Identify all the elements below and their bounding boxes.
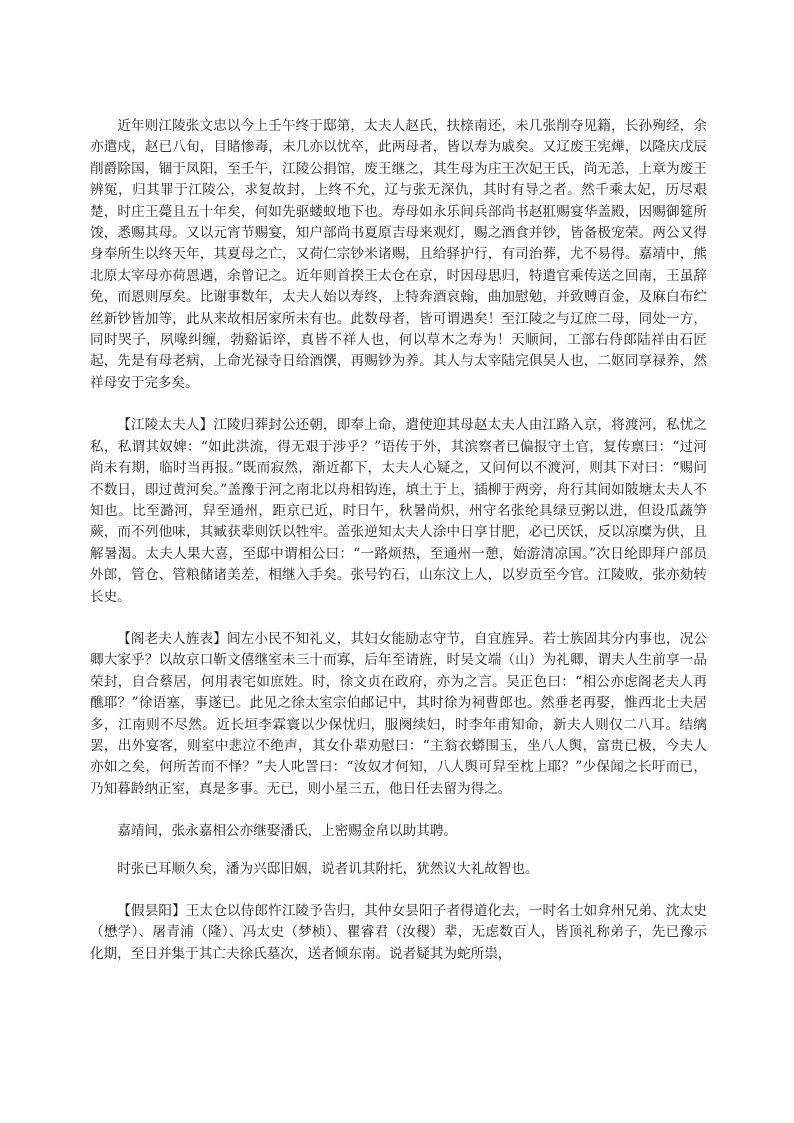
paragraph-text: 江陵归葬封公还朝，即奉上命，遣使迎其母赵太夫人由江路入京，将渡河，私忧之私，私谓其奴婢：“如此洪流，得无艰于涉乎？”语传于外，其滨察者已偏报守土官，复传禀曰：“过河尚未有期，临时当再报。”既而寂然，渐近都下，太夫人心疑之，又问何以不渡河，则其下对曰：“赐问不数日，即过黄河矣。”盖豫于河之南北以舟相钩连，填土于上，插柳于两旁，舟行其间如陂塘太夫人不知也。比至潞河，舁至通州，距京已近，时日午，秋暑尚炽，州守名张纶具绿豆粥以进，但设瓜蔬笋蕨，而不列他味，其臧获辈则饫以牲牢。盖张逆知太夫人涂中日享甘肥，必已厌饫，反以凉糜为供，且解暑渴。太夫人果大喜，至邸中谓相公曰：“一路烦热，至通州一憩，始游清凉国。”次日纶即拜户部员外郎，管仓、管粮储诸美差，相继入手矣。张号钓石，山东汶上人，以岁贡至今官。江陵败，张亦劾转长史。 xyxy=(90,417,708,605)
paragraph-heading: 【阁老夫人旌表】 xyxy=(117,630,227,647)
paragraph-3 xyxy=(90,629,707,800)
paragraph-text: 王太仓以侍郎忤江陵予告归，其仲女昙阳子者得道化去，一时名士如弇州兄弟、沈太史（懋学）、屠青浦（隆）、冯太史（梦桢）、瞿睿君（汝稷）辈，无虑数百人，皆顶礼称弟子，先已豫示化期，至日并集于其亡夫徐氏墓次，送者倾东南。说者疑其为蛇所祟， xyxy=(90,903,708,962)
paragraph-text: 近年则江陵张文忠以今上壬午终于邸第，太夫人赵氏，扶榇南还，未几张削夺见籍，长孙殉经，余亦遣戍，赵已八旬，目睹惨毒，未几亦以忧卒，此两母者，皆以寿为戚矣。又辽废王宪燁，以隆庆戊辰削爵除国，锢于凤阳，至壬午，江陵公捐馆，废王继之，其生母为庄王次妃王氏，尚无恙，上章为废王辨冤，归其罪于江陵公，求复故封，上终不允，辽与张无深仇，其时有导之者。然千乘太妃，历尽艰楚，时庄王薨且五十年矣，何如先驱蝼蚁地下也。寿母如永乐间兵部尚书赵羾赐宴华盖殿，因赐御筵所馂，悉赐其母。又以元宵节赐宴，知户部尚书夏原吉母来观灯，赐之酒食并钞，皆备极宠荣。两公又得身奉所生以终天年，其夏母之亡，又荷仁宗钞米诸赐，且给驿护行，有司治葬，尤不易得。嘉靖中，熊北原太宰母亦荷恩遇，余曾记之。近年则首揆王太仓在京，时因母思归，特遣官乘传送之回南，王虽辞免，而恩则厚矣。比谢事数年，太夫人始以寿终，上特奔酒哀翰，曲加慰勉，并致赙百金，及麻白布纻丝新钞皆加等，此从来故相居家所未有也。此数母者，皆可谓遇矣！至江陵之与辽庶二母，同处一方，同时哭子，夙喙纠缠，勃谿诟谇，真皆不祥人也，何以草木之寿为！天顺间，工部右侍郎陆祥由石匠起，先是有母老病，上命光禄寺日给酒馔，再赐钞为养。其人与太宰陆完俱吴人也，二妪同享禄养，然祥母安于完多矣。 xyxy=(90,118,707,391)
paragraph-5 xyxy=(90,859,707,880)
document-page xyxy=(90,116,707,965)
paragraph-heading: 【江陵太夫人】 xyxy=(117,417,214,434)
paragraph-6 xyxy=(90,901,707,965)
paragraph-text: 时张已耳顺久矣，潘为兴邸旧姻，说者讥其附托，犹然议大礼故智也。 xyxy=(117,860,539,877)
paragraph-text: 嘉靖间，张永嘉相公亦继娶潘氏，上密赐金帛以助其聘。 xyxy=(117,823,458,840)
paragraph-heading: 【假昙阳】 xyxy=(117,903,186,919)
paragraph-text: 闾左小民不知礼义，其妇女能励志守节，自宜旌异。若士族固其分内事也，况公卿大家乎？以故京口靳文僖继室未三十而寡，后年至请旌，时吴文端（山）为礼卿，谓夫人生前享一品荣封，自合蔡居，何用表宅如庶姓。时，徐文贞在政府，亦为之言。吴正色曰：“相公亦虑阁老夫人再醮耶？”徐语塞，事遂已。此见之徐太室宗伯邮记中，其时徐为祠曹郎也。然垂老再娶，惟西北士夫居多，江南则不尽然。近长垣李霖寰以少保忧归，服阕续妇，时李年甫知命，新夫人则仅二八耳。结缡罢，出外宴客，则室中悲泣不绝声，其女仆辈劝慰曰：“主翁衣蟒围玉，坐八人舆，富贵已极，今夫人亦如之矣，何所苦而不怿？”夫人叱詈曰：“汝奴才何知，八人舆可舁至枕上耶？”少保闻之长吁而已，乃知暮龄纳正室，真是多事。无已，则小星三五，他日任去留为得之。 xyxy=(90,630,708,797)
paragraph-1 xyxy=(90,116,707,394)
paragraph-4 xyxy=(90,821,707,842)
paragraph-2 xyxy=(90,415,707,608)
